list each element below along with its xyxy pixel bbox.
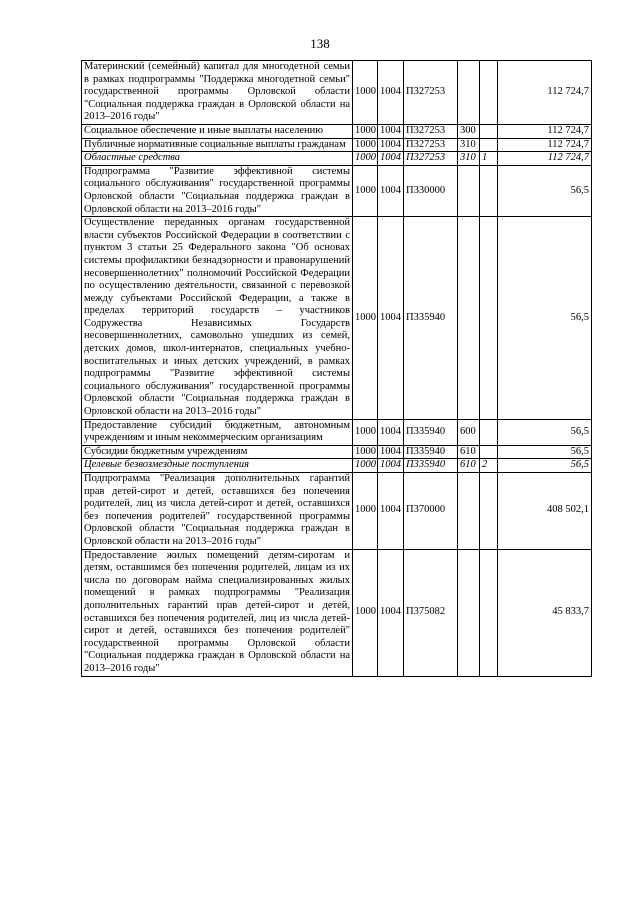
section-code-cell: 1000 [353,152,378,166]
funding-code-cell [480,473,498,550]
amount-cell: 56,5 [498,217,592,420]
section-code-cell: 1000 [353,217,378,420]
expense-type-cell [458,473,480,550]
section-code-cell: 1000 [353,61,378,125]
amount-cell: 45 833,7 [498,549,592,676]
funding-code-cell: 2 [480,459,498,473]
expense-type-cell: 310 [458,138,480,152]
amount-cell: 112 724,7 [498,61,592,125]
target-article-cell: П327253 [404,61,458,125]
budget-table [81,60,592,677]
expense-type-cell [458,217,480,420]
subsection-code-cell: 1004 [378,165,404,216]
amount-cell: 112 724,7 [498,124,592,138]
funding-code-cell: 1 [480,152,498,166]
amount-cell: 56,5 [498,419,592,445]
funding-code-cell [480,124,498,138]
section-code-cell: 1000 [353,124,378,138]
amount-cell: 56,5 [498,459,592,473]
funding-code-cell [480,445,498,459]
expense-type-cell [458,61,480,125]
subsection-code-cell: 1004 [378,124,404,138]
row-name-cell: Предоставление субсидий бюджетным, автономным учреждениям и иным некоммерческим организациям [82,419,353,445]
target-article-cell: П370000 [404,473,458,550]
amount-cell: 112 724,7 [498,152,592,166]
amount-cell: 112 724,7 [498,138,592,152]
table-body [82,61,592,677]
table-row [82,124,592,138]
amount-cell: 408 502,1 [498,473,592,550]
subsection-code-cell: 1004 [378,445,404,459]
row-name-cell: Подпрограмма "Развитие эффективной системы социального обслуживания" государственной программы Орловской области "Социальная поддержка граждан в Орловской области на 2013–2016 годы" [82,165,353,216]
expense-type-cell [458,165,480,216]
section-code-cell: 1000 [353,138,378,152]
subsection-code-cell: 1004 [378,61,404,125]
target-article-cell: П327253 [404,138,458,152]
table-row [82,459,592,473]
section-code-cell: 1000 [353,419,378,445]
section-code-cell: 1000 [353,445,378,459]
table-row [82,138,592,152]
target-article-cell: П327253 [404,124,458,138]
funding-code-cell [480,419,498,445]
target-article-cell: П335940 [404,445,458,459]
row-name-cell: Областные средства [82,152,353,166]
target-article-cell: П327253 [404,152,458,166]
table-row [82,61,592,125]
amount-cell: 56,5 [498,165,592,216]
table-row [82,445,592,459]
expense-type-cell: 610 [458,459,480,473]
table-row [82,473,592,550]
amount-cell: 56,5 [498,445,592,459]
row-name-cell: Предоставление жилых помещений детям-сиротам и детям, оставшимся без попечения родителей, лицам из их числа по договорам найма специализированных жилых помещений в рамках подпрограммы "Реализация дополнительных гарантий прав детей-сирот и детей, оставшихся без попечения родителей, лиц из числа детей-сирот и детей, оставшихся без попечения родителей" государственной программы Орловской области "Социальная поддержка граждан в Орловской области на 2013–2016 годы" [82,549,353,676]
funding-code-cell [480,217,498,420]
expense-type-cell [458,549,480,676]
expense-type-cell: 300 [458,124,480,138]
funding-code-cell [480,165,498,216]
funding-code-cell [480,61,498,125]
subsection-code-cell: 1004 [378,152,404,166]
table-row [82,217,592,420]
row-name-cell: Социальное обеспечение и иные выплаты населению [82,124,353,138]
target-article-cell: П335940 [404,217,458,420]
target-article-cell: П375082 [404,549,458,676]
subsection-code-cell: 1004 [378,459,404,473]
row-name-cell: Публичные нормативные социальные выплаты гражданам [82,138,353,152]
expense-type-cell: 610 [458,445,480,459]
table-row [82,549,592,676]
expense-type-cell: 310 [458,152,480,166]
subsection-code-cell: 1004 [378,419,404,445]
table-row [82,419,592,445]
target-article-cell: П335940 [404,419,458,445]
row-name-cell: Целевые безвозмездные поступления [82,459,353,473]
section-code-cell: 1000 [353,549,378,676]
section-code-cell: 1000 [353,473,378,550]
subsection-code-cell: 1004 [378,549,404,676]
row-name-cell: Субсидии бюджетным учреждениям [82,445,353,459]
target-article-cell: П330000 [404,165,458,216]
subsection-code-cell: 1004 [378,473,404,550]
row-name-cell: Осуществление переданных органам государственной власти субъектов Российской Федерации в соответствии с пунктом 3 статьи 25 Федерального закона "Об основах системы профилактики безнадзорности и правонарушений несовершеннолетних" полномочий Российской Федерации по осуществлению деятельности, связанной с перевозкой между субъектами Российской Федерации, а также в пределах территорий государств – участников Содружества Независимых Государств несовершеннолетних, самовольно ушедших из семей, детских домов, школ-интернатов, специальных учебно-воспитательных и иных детских учреждений, в рамках подпрограммы "Развитие эффективной системы социального обслуживания" государственной программы Орловской области "Социальная поддержка граждан в Орловской области на 2013–2016 годы" [82,217,353,420]
row-name-cell: Материнский (семейный) капитал для многодетной семьи в рамках подпрограммы "Поддержка многодетной семьи" государственной программы Орловской области "Социальная поддержка граждан в Орловской области на 2013–2016 годы" [82,61,353,125]
section-code-cell: 1000 [353,165,378,216]
subsection-code-cell: 1004 [378,217,404,420]
target-article-cell: П335940 [404,459,458,473]
row-name-cell: Подпрограмма "Реализация дополнительных гарантий прав детей-сирот и детей, оставшихся без попечения родителей, лиц из числа детей-сирот и детей, оставшихся без попечения родителей" государственной программы Орловской области "Социальная поддержка граждан в Орловской области на 2013–2016 годы" [82,473,353,550]
funding-code-cell [480,549,498,676]
expense-type-cell: 600 [458,419,480,445]
table-row [82,165,592,216]
funding-code-cell [480,138,498,152]
table-row [82,152,592,166]
section-code-cell: 1000 [353,459,378,473]
page-number: 138 [310,36,330,51]
subsection-code-cell: 1004 [378,138,404,152]
